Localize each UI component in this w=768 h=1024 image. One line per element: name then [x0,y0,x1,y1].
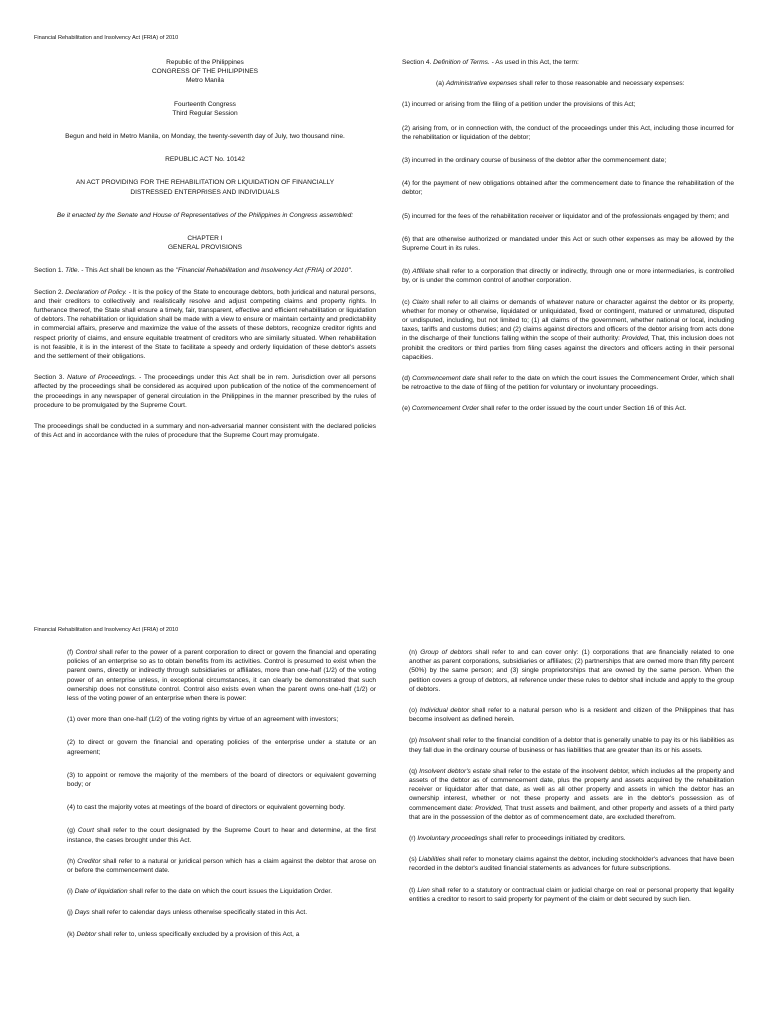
definition-a-items [402,100,734,253]
left-column [67,648,376,951]
list-item: (2) to direct or govern the financial and operating policies of the enterprise under a statute or an agreement; [67,739,376,756]
definition-s: (s) Liabilities shall refer to monetary claims against the debtor, including stockholder's advances that have been recorded in the debtor's audited financial statements as advances for future subscriptions. [409,856,734,873]
definition-p: (p) Insolvent shall refer to the financial condition of a debtor that is generally unable to pay its or his liabilities as they fall due in the ordinary course of business or has liabilities that are greater than its or his assets. [409,737,734,754]
definition-o: (o) Individual debtor shall refer to a natural person who is a resident and citizen of the Philippines that has become insolvent as defined herein. [409,707,734,724]
definition-t: (t) Lien shall refer to a statutory or contractual claim or judicial charge on real or personal property that legality entities a creditor to resort to said property for payment of the claim or debt secured by such lien. [409,886,734,903]
section-1: Section 1. Title. - This Act shall be known as the "Financial Rehabilitation and Insolvency Act (FRIA) of 2010". [34,267,353,275]
list-item: (3) incurred in the ordinary course of business of the debtor after the commencement date; [402,157,667,165]
chapter-number: CHAPTER I [187,235,223,243]
republic-line: Republic of the Philippines [166,59,244,66]
definition-j: (j) Days shall refer to calendar days unless otherwise specifically stated in this Act. [67,909,308,917]
list-item: (4) to cast the majority votes at meetings of the board of directors or equivalent governing body. [67,804,346,812]
definition-r: (r) Involuntary proceedings shall refer to proceedings initiated by creditors. [409,835,626,843]
chapter-name: GENERAL PROVISIONS [167,244,243,252]
running-header: Financial Rehabilitation and Insolvency Act (FRIA) of 2010 [34,35,179,41]
definition-h: (h) Creditor shall refer to a natural or juridical person which has a claim against the debtor that arose on or before the commencement date. [67,857,376,875]
definition-f: (f) Control shall refer to the power of a parent corporation to direct or govern the financial and operating policies of an enterprise so as to obtain benefits from its activities. Control is presumed to exist when the parent owns, directly or indirectly through subsidiaries or affiliates, more than one-half (1/2) of the voting power of an enterprise unless, in exceptional circumstances, it can clearly be demonstrated that such ownership does not constitute control. Control also exists even when the parent owns one-half (1/2) or less of the voting power of an enterprise when there is power: [67,649,376,703]
section-2: Section 2. Declaration of Policy. - It is the policy of the State to encourage debtors, both juridical and natural persons, and their creditors to collectively and realistically resolve and adjust competing claims and property rights. In furtherance thereof, the State shall ensure a timely, fair, transparent, effective and efficient rehabilitation or liquidation of debtors. The rehabilitation or liquidation shall be made with a view to ensure or maintain certainty and predictability in commercial affairs, preserve and maximize the value of the assets of these debtors, recognize creditor rights and respect priority of claims, and ensure equitable treatment of creditors who are similarly situated. When rehabilitation is not feasible, it is in the interest of the State to facilitate a speedy and orderly liquidation of these debtor's assets and the settlement of their obligations. [34,288,376,361]
list-item: (6) that are otherwise authorized or mandated under this Act or such other expenses as may be allowed by the Supreme Court in its rules. [402,235,734,253]
section-4: Section 4. Definition of Terms. - As used in this Act, the term: [402,59,579,66]
definition-f-items [67,715,376,812]
metro-manila-line: Metro Manila [185,77,225,85]
definition-c: (c) Claim shall refer to all claims or demands of whatever nature or character against the debtor or its property, whether for money or otherwise, liquidated or unliquidated, fixed or contingent, matured or unmatured, disputed or undisputed, including, but not limited to; (1) all claims of the government, whether national or local, including taxes, tariffs and customs duties; and (2) claims against directors and officers of the debtor arising from acts done in the discharge of their functions falling within the scope of their authority: Provided, That, this inclusion does not prohibit the creditors or third parties from filing cases against the directors and officers acting in their personal capacities. [402,298,735,361]
section-3: Section 3. Nature of Proceedings. - The proceedings under this Act shall be in rem. Jurisdiction over all persons affected by the proceedings shall be considered as acquired upon publication of the notice of the commencement of the proceedings in any newspaper of general circulation in the Philippines in the manner prescribed by the rules of procedure to be promulgated by the Supreme Court. [34,374,376,409]
definition-q: (q) Insolvent debtor's estate shall refer to the estate of the insolvent debtor, which includes all the property and assets of the debtor as of commencement date, plus the property and assets acquired by the rehabilitation receiver or liquidator after that date, as well as all other property and assets in which the debtor has an ownership interest, whether or not these property and assets are in the debtor's possession as of commencement date: Provided, That trust assets and bailment, and other property and assets of a third party that are in the possession of the debtor as of commencement date, are excluded therefrom. [409,767,734,821]
list-item: (3) to appoint or remove the majority of the members of the board of directors or equivalent governing body; or [67,771,376,789]
definition-g: (g) Court shall refer to the court designated by the Supreme Court to hear and determine, at the first instance, the cases brought under this Act. [67,827,376,844]
definition-a: (a) Administrative expenses shall refer to those reasonable and necessary expenses: [436,80,685,88]
list-item: (2) arising from, or in connection with, the conduct of the proceedings under this Act, including those incurred for the rehabilitation or liquidation of the debtor; [402,124,734,141]
list-item: (4) for the payment of new obligations obtained after the commencement date to finance the rehabilitation of the debtor; [402,180,734,197]
definition-i: (i) Date of liquidation shall refer to the date on which the court issues the Liquidation Order. [67,888,333,896]
right-column [402,58,734,426]
act-title: AN ACT PROVIDING FOR THE REHABILITATION OR LIQUIDATION OF FINANCIALLY DISTRESSED ENTERPRISES AND INDIVIDUALS [75,179,335,196]
definition-k: (k) Debtor shall refer to, unless specifically excluded by a provision of this Act, a [67,930,300,938]
congress-line: CONGRESS OF THE PHILIPPINES [151,68,259,76]
definition-d: (d) Commencement date shall refer to the date on which the court issues the Commencement Order, which shall be retroactive to the date of filing of the petition for voluntary or involuntary proceedings. [402,375,734,392]
list-item: (1) over more than one-half (1/2) of the voting rights by virtue of an agreement with investors; [67,716,339,724]
definition-b: (b) Affiliate shall refer to a corporation that directly or indirectly, through one or more intermediaries, is controlled by, or is under the common control of another corporation. [402,268,734,285]
list-item: (5) incurred for the fees of the rehabilitation receiver or liquidator and of the professionals engaged by them; and [402,212,729,220]
definition-n: (n) Group of debtors shall refer to and can cover only: (1) corporations that are financially related to one another as parent corporations, subsidiaries or affiliates; (2) partnerships that are owned more than fifty percent (50%) by the same person; and (3) single proprietorships that are owned by the same person. When the petition covers a group of debtors, all reference under these rules to debtor shall include and apply to the group of debtors. [409,649,734,693]
title-block [34,58,376,252]
begun-line: Begun and held in Metro Manila, on Monday, the twenty-seventh day of July, two thousand nine. [65,133,345,141]
fourteenth-congress-line: Fourteenth Congress [174,100,236,108]
section-3-paragraph-2: The proceedings shall be conducted in a summary and non-adversarial manner consistent with the declared policies of this Act and in accordance with the rules of procedure that the Supreme Court may promulgate. [34,423,376,440]
session-line: Third Regular Session [172,109,238,117]
enacting-clause: Be it enacted by the Senate and House of Representatives of the Philippines in Congress assembled: [56,211,354,219]
definition-e: (e) Commencement Order shall refer to the order issued by the court under Section 16 of this Act. [402,405,687,413]
document-page-2 [0,612,768,1024]
running-header: Financial Rehabilitation and Insolvency Act (FRIA) of 2010 [34,627,179,633]
list-item: (1) incurred or arising from the filing of a petition under the provisions of this Act; [402,101,636,109]
republic-act-number: REPUBLIC ACT No. 10142 [165,156,245,164]
left-column [34,58,376,452]
right-column [409,648,734,916]
